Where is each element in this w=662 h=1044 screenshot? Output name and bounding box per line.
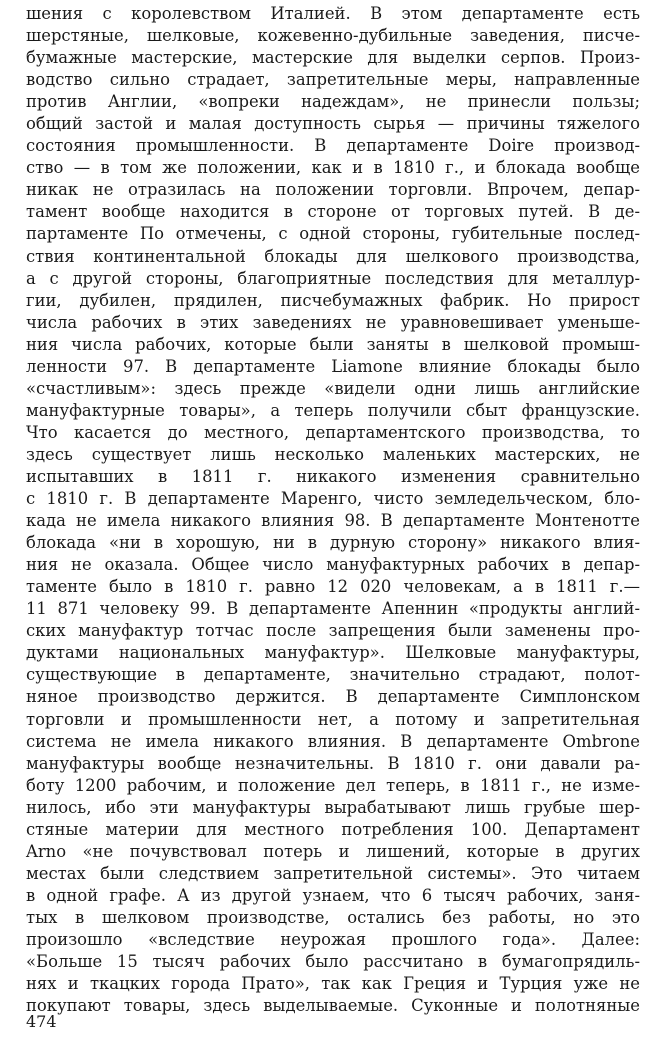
text-line: када не имела никакого влияния 98. В департаменте Монтенотте [26, 511, 640, 531]
text-line: система не имела никакого влияния. В департаменте Ombrone [26, 731, 640, 751]
text-line: ских мануфактур тотчас после запрещения были заменены про- [26, 621, 640, 641]
text-line: 11 871 человеку 99. В департаменте Апеннин «продукты англий- [26, 599, 640, 619]
text-line: здесь существует лишь несколько маленьких мастерских, не [26, 444, 640, 464]
text-line: произошло «вследствие неурожая прошлого года». Далее: [26, 929, 640, 949]
text-line: существующие в департаменте, значительно страдают, полот- [26, 665, 640, 685]
text-line: в одной графе. А из другой узнаем, что 6 тысяч рабочих, заня- [26, 885, 640, 905]
page-number: 474 [26, 1012, 57, 1031]
text-line: нях и ткацких города Прато», так как Греция и Турция уже не [26, 974, 640, 994]
text-line: покупают товары, здесь выделываемые. Суконные и полотняные [26, 996, 640, 1016]
text-line: общий застой и малая доступность сырья — причины тяжелого [26, 114, 640, 134]
text-line: шерстяные, шелковые, кожевенно-дубильные заведения, писче- [26, 26, 640, 46]
text-line: мануфактуры вообще незначительны. В 1810 г. они давали ра- [26, 753, 640, 773]
text-line: никак не отразилась на положении торговли. Впрочем, депар- [26, 180, 640, 200]
text-line: тамент вообще находится в стороне от торговых путей. В де- [26, 202, 640, 222]
text-line: ния числа рабочих, которые были заняты в шелковой промыш- [26, 334, 640, 354]
text-line: ствия континентальной блокады для шелкового производства, [26, 246, 640, 266]
text-line: состояния промышленности. В департаменте Doire производ- [26, 136, 640, 156]
text-line: с 1810 г. В департаменте Маренго, чисто земледельческом, бло- [26, 489, 640, 509]
text-line: ство — в том же положении, как и в 1810 г., и блокада вообще [26, 158, 640, 178]
text-line: бумажные мастерские, мастерские для выделки серпов. Произ- [26, 48, 640, 68]
text-line: а с другой стороны, благоприятные последствия для металлур- [26, 268, 640, 288]
text-line: местах были следствием запретительной системы». Это читаем [26, 863, 640, 883]
text-line: водство сильно страдает, запретительные меры, направленные [26, 70, 640, 90]
text-line: блокада «ни в хорошую, ни в дурную сторону» никакого влия- [26, 533, 640, 553]
text-line: испытавших в 1811 г. никакого изменения сравнительно [26, 466, 640, 486]
body-text [26, 3, 640, 1017]
text-line: ленности 97. В департаменте Liamone влияние блокады было [26, 356, 640, 376]
text-line: Что касается до местного, департаментского производства, то [26, 422, 640, 442]
text-line: стяные материи для местного потребления 100. Департамент [26, 819, 640, 839]
text-line: торговли и промышленности нет, а потому и запретительная [26, 709, 640, 729]
text-line: «Больше 15 тысяч рабочих было рассчитано в бумагопрядиль- [26, 952, 640, 972]
text-line: партаменте По отмечены, с одной стороны, губительные послед- [26, 224, 640, 244]
text-line: мануфактурные товары», а теперь получили сбыт французские. [26, 400, 640, 420]
text-line: «счастливым»: здесь прежде «видели одни лишь английские [26, 378, 640, 398]
text-line: нилось, ибо эти мануфактуры вырабатывают лишь грубые шер- [26, 797, 640, 817]
text-line: дуктами национальных мануфактур». Шелковые мануфактуры, [26, 643, 640, 663]
text-line: Arno «не почувствовал потерь и лишений, которые в других [26, 841, 640, 861]
text-line: гии, дубилен, прядилен, писчебумажных фабрик. Но прирост [26, 290, 640, 310]
text-line: шения с королевством Италией. В этом департаменте есть [26, 4, 640, 23]
text-line: ния не оказала. Общее число мануфактурных рабочих в депар- [26, 555, 640, 575]
text-line: боту 1200 рабочим, и положение дел теперь, в 1811 г., не изме- [26, 775, 640, 795]
text-line: против Англии, «вопреки надеждам», не принесли пользы; [26, 92, 640, 112]
text-line: таменте было в 1810 г. равно 12 020 человекам, а в 1811 г.— [26, 577, 640, 597]
text-line: числа рабочих в этих заведениях не уравновешивает уменьше- [26, 312, 640, 332]
text-line: тых в шелковом производстве, остались без работы, но это [26, 907, 640, 927]
text-line: няное производство держится. В департаменте Симплонском [26, 687, 640, 707]
